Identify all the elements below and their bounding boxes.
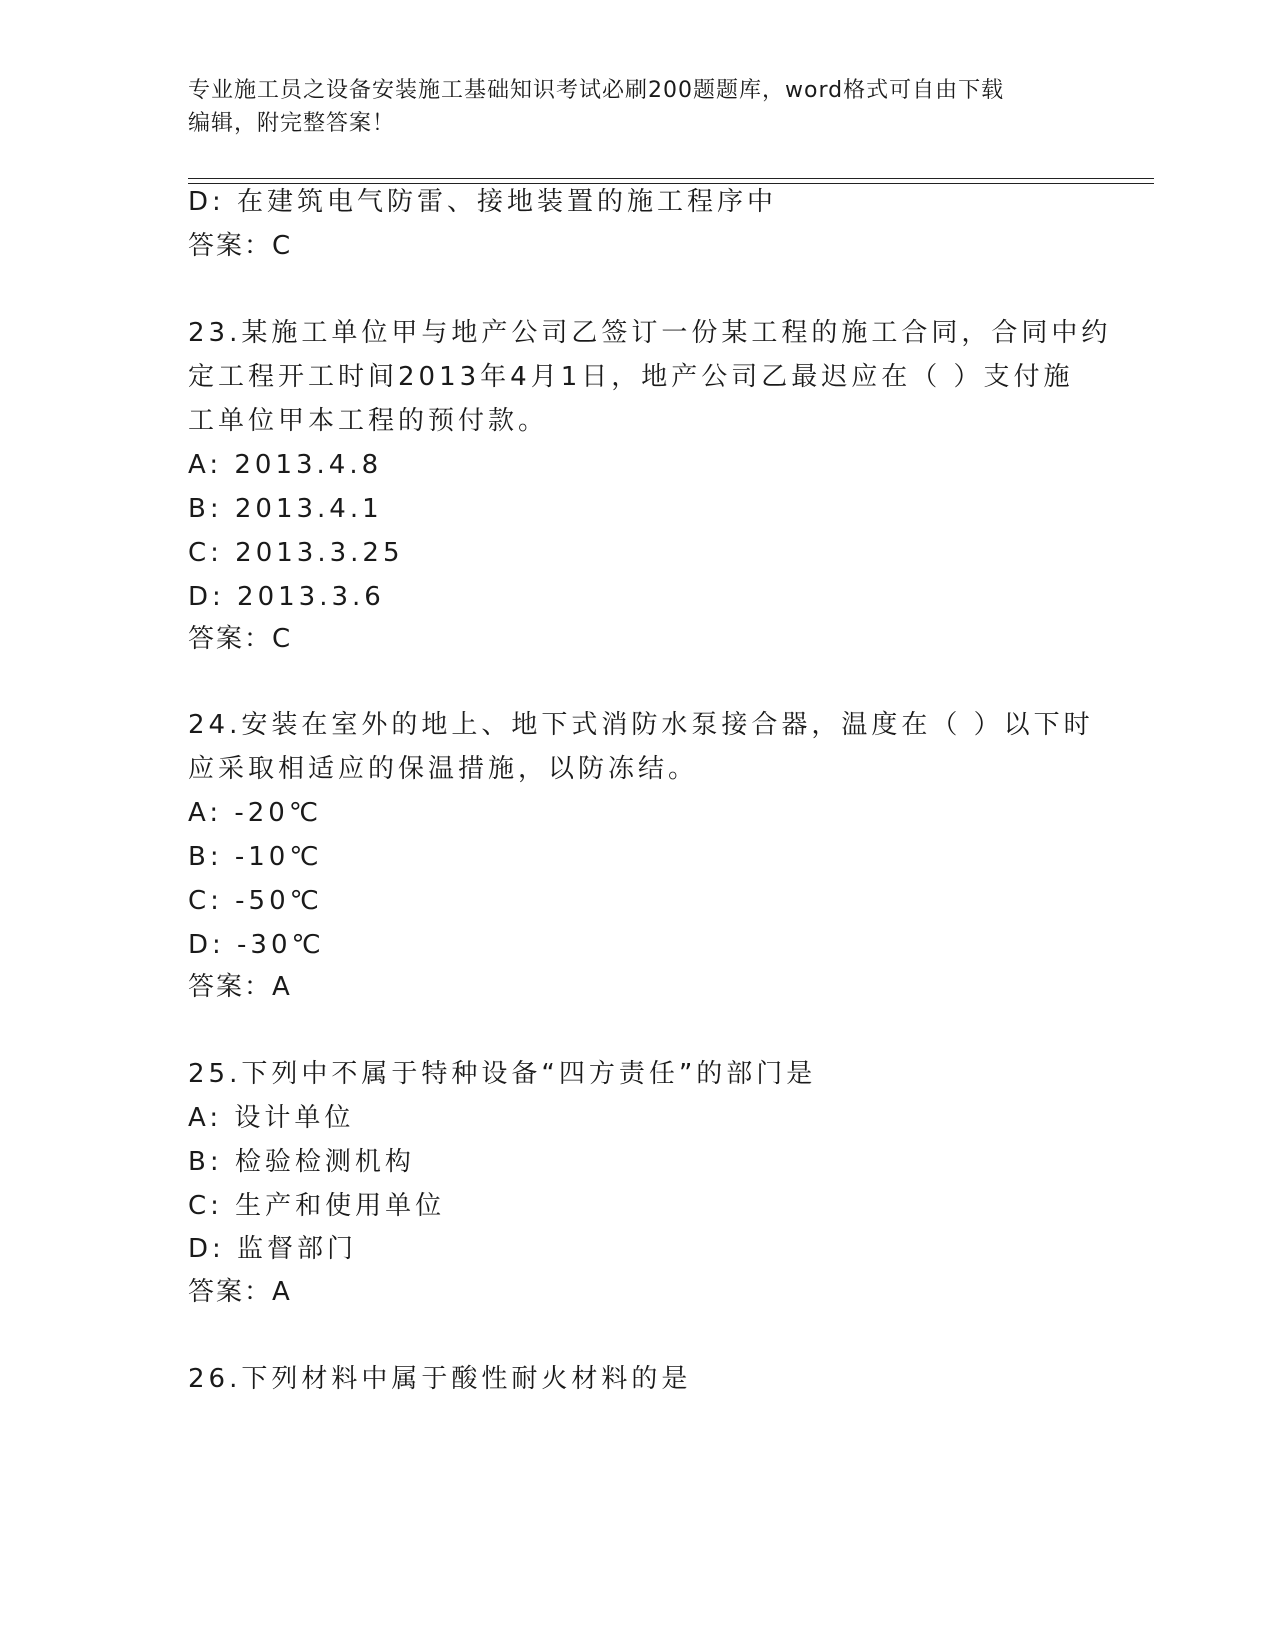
question-25-answer: 答案：A xyxy=(188,1277,292,1307)
question-24-stem-line1: 24.安装在室外的地上、地下式消防水泵接合器，温度在（ ）以下时 xyxy=(188,710,1094,740)
question-23-stem-line1: 23.某施工单位甲与地产公司乙签订一份某工程的施工合同，合同中约 xyxy=(188,318,1112,348)
question-25-option-d: D: 监督部门 xyxy=(188,1234,358,1264)
question-23-answer: 答案：C xyxy=(188,624,293,654)
question-25-option-b: B: 检验检测机构 xyxy=(188,1147,415,1177)
question-24-stem-line2: 应采取相适应的保温措施，以防冻结。 xyxy=(188,754,699,784)
question-23-stem-line3: 工单位甲本工程的预付款。 xyxy=(188,406,549,436)
question-23-option-d: D: 2013.3.6 xyxy=(188,582,385,612)
question-25-option-a: A: 设计单位 xyxy=(188,1103,355,1133)
header-title-line1: 专业施工员之设备安装施工基础知识考试必刷200题题库，word格式可自由下载 xyxy=(188,78,1005,103)
prev-question-option-d: D: 在建筑电气防雷、接地装置的施工程序中 xyxy=(188,187,778,217)
question-24-option-c: C: -50℃ xyxy=(188,886,323,916)
document-header xyxy=(188,74,1088,140)
question-23-option-a: A: 2013.4.8 xyxy=(188,450,383,480)
question-24-option-a: A: -20℃ xyxy=(188,798,323,828)
header-title-line2: 编辑，附完整答案！ xyxy=(188,111,396,136)
question-25-option-c: C: 生产和使用单位 xyxy=(188,1191,446,1221)
question-24-option-b: B: -10℃ xyxy=(188,842,323,872)
question-24-answer: 答案：A xyxy=(188,972,292,1002)
question-23-stem-line2: 定工程开工时间2013年4月1日，地产公司乙最迟应在（ ）支付施 xyxy=(188,362,1074,392)
question-25-stem-line1: 25.下列中不属于特种设备“四方责任”的部门是 xyxy=(188,1059,817,1089)
question-26-stem-line1: 26.下列材料中属于酸性耐火材料的是 xyxy=(188,1364,692,1394)
header-rule-top xyxy=(188,178,1154,179)
question-23-option-b: B: 2013.4.1 xyxy=(188,494,383,524)
question-23-option-c: C: 2013.3.25 xyxy=(188,538,404,568)
header-rule-bottom xyxy=(188,183,1154,184)
question-24-option-d: D: -30℃ xyxy=(188,930,325,960)
prev-question-answer: 答案：C xyxy=(188,231,293,261)
